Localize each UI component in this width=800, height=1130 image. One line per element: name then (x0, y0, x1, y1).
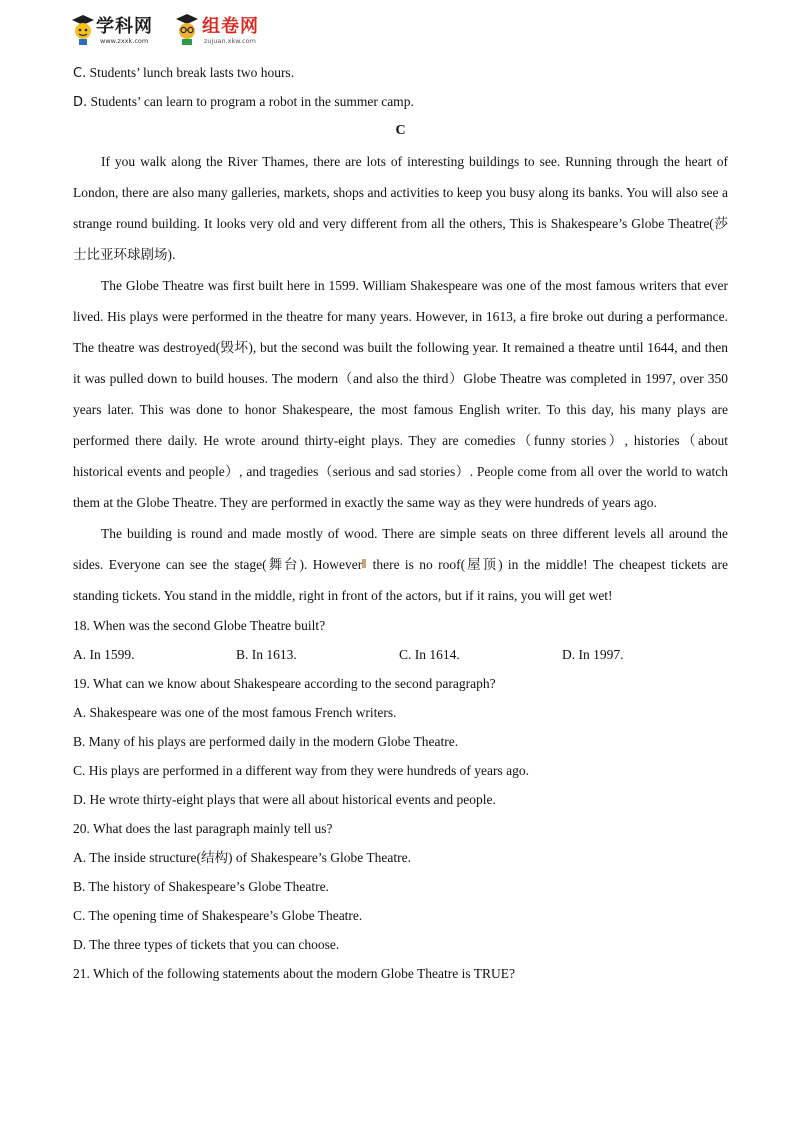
edit-marker-icon (362, 559, 366, 568)
question-20-option-d: D. The three types of tickets that you can choose. (73, 937, 340, 952)
zujuan-logo (174, 10, 278, 50)
question-18-option-a: A. In 1599. (73, 647, 135, 662)
zxxk-logo-url: www.zxxk.com (100, 37, 149, 45)
section-title: C (395, 123, 406, 138)
paragraph-2: The Globe Theatre was first built here in 1599. William Shakespeare was one of the most famous writers that ever lived. His plays were performed in the theatre for many years. However, in 1613, a fire broke out during a performance. The theatre was destroyed(毁坏), but the second was built the following year. It remained a theatre until 1644, and then it was pulled down to build houses. The modern（and also the third）Globe Theatre was completed in 1997, over 350 years later. This was done to honor Shakespeare, the most famous English writer. To this day, his many plays are performed there daily. He wrote around thirty-eight plays. They are comedies（funny stories）, histories（about historical events and people）, and tragedies（serious and sad stories）. People come from all over the world to watch them at the Globe Theatre. They are performed in exactly the same way as they were hundreds of years ago. (73, 278, 728, 510)
question-19-option-a: A. Shakespeare was one of the most famous French writers. (73, 705, 397, 720)
zxxk-logo (70, 10, 168, 50)
option-letter: C. (73, 66, 87, 81)
question-21-stem: 21. Which of the following statements about the modern Globe Theatre is TRUE? (73, 966, 516, 981)
zujuan-logo-url: zujuan.xkw.com (204, 37, 256, 45)
paragraph-3 (73, 518, 728, 611)
option-letter: D. (73, 95, 88, 110)
question-19-stem: 19. What can we know about Shakespeare according to the second paragraph? (73, 676, 496, 691)
question-19-option-d: D. He wrote thirty-eight plays that were all about historical events and people. (73, 792, 496, 807)
question-18-option-b: B. In 1613. (236, 647, 297, 662)
question-20-stem: 20. What does the last paragraph mainly tell us? (73, 821, 333, 836)
question-18-options (73, 640, 728, 669)
question-18-stem: 18. When was the second Globe Theatre built? (73, 618, 326, 633)
question-20-option-a: A. The inside structure(结构) of Shakespeare’s Globe Theatre. (73, 850, 412, 865)
question-18-option-c: C. In 1614. (399, 647, 460, 662)
student-mascot-icon (70, 12, 96, 46)
zujuan-logo-title: 组卷网 (202, 16, 259, 37)
paragraph-3-part-1: The building is round and made mostly of wood. There are simple seats on three different levels all around the sides. Everyone can see the stage(舞台). However (73, 526, 728, 572)
question-18-option-d: D. In 1997. (562, 647, 624, 662)
question-19-option-c: C. His plays are performed in a different way from they were hundreds of years ago. (73, 763, 529, 778)
question-20-option-b: B. The history of Shakespeare’s Globe Theatre. (73, 879, 329, 894)
question-20-option-c: C. The opening time of Shakespeare’s Globe Theatre. (73, 908, 363, 923)
zxxk-logo-title: 学科网 (96, 16, 153, 37)
option-text: Students’ lunch break lasts two hours. (86, 65, 295, 80)
document-body (73, 58, 728, 988)
paragraph-3-part-2: there is no roof(屋顶) in the middle! The cheapest tickets are standing tickets. You stand in the middle, right in front of the actors, but if it rains, you will get wet! (73, 557, 728, 603)
question-19-option-b: B. Many of his plays are performed daily in the modern Globe Theatre. (73, 734, 459, 749)
prev-option-c (73, 58, 728, 87)
page-header (70, 10, 280, 50)
paragraph-1: If you walk along the River Thames, there are lots of interesting buildings to see. Running through the heart of London, there are also many galleries, markets, shops and activities to keep you busy along its banks. You will also see a strange round building. It looks very old and very different from all the others, This is Shakespeare’s Globe Theatre(莎士比亚环球剧场). (73, 154, 728, 262)
option-text: Students’ can learn to program a robot in the summer camp. (87, 94, 414, 109)
glasses-mascot-icon (174, 12, 200, 46)
prev-option-d (73, 87, 728, 116)
